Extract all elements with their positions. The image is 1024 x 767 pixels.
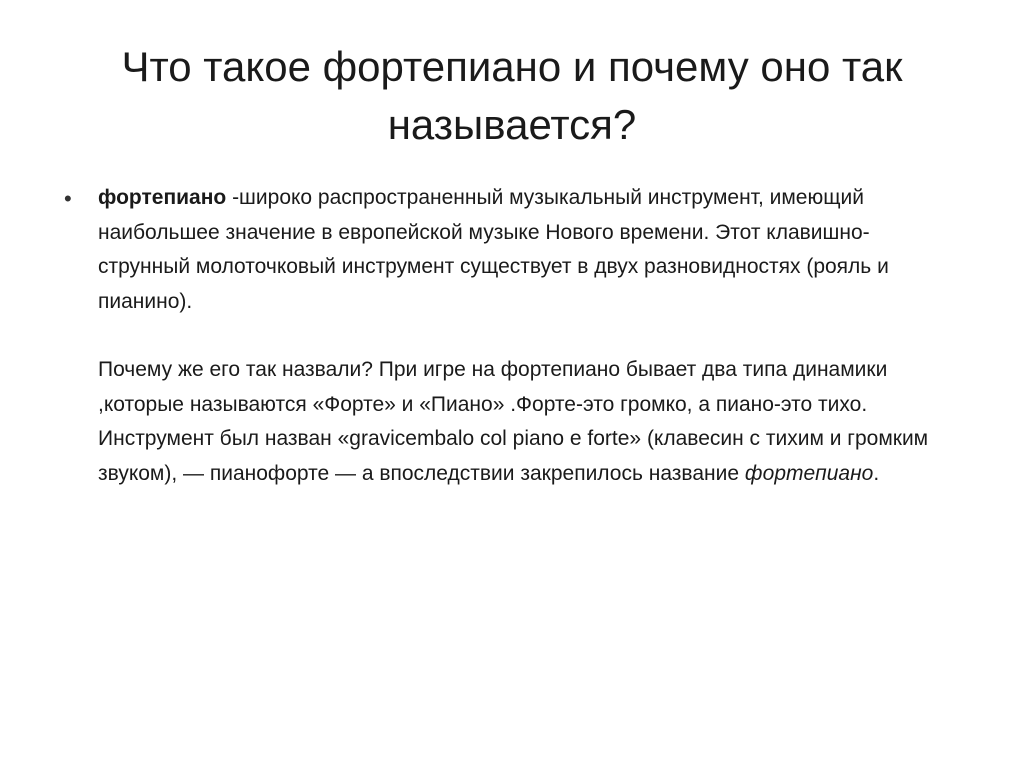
- explanation-text: Почему же его так назвали? При игре на фортепиано бывает два типа динамики ,которые называются «Форте» и «Пиано» .Форте-это громко, а пиано-это тихо. Инструмент был назван «gravicembalo col piano e forte» (клавесин с тихим и громким звуком), — пианофорте — а впоследствии закрепилось название: [98, 358, 929, 485]
- slide-title: Что такое фортепиано и почему оно так называется?: [121, 43, 903, 148]
- bullet-item: [60, 181, 960, 491]
- bullet-icon: •: [64, 186, 72, 211]
- slide-content: [60, 181, 960, 491]
- term-italic: фортепиано: [744, 461, 874, 485]
- definition-text: -широко распространенный музыкальный инструмент, имеющий наибольшее значение в европейской музыке Нового времени. Этот клавишно-струнный молоточковый инструмент существует в двух разновидностях (рояль и пианино).: [98, 186, 889, 313]
- explanation-paragraph: [98, 353, 960, 491]
- definition-paragraph: [98, 181, 960, 319]
- explanation-end: .: [873, 461, 880, 485]
- paragraph-spacer: [98, 319, 960, 353]
- term-bold: фортепиано: [98, 186, 227, 209]
